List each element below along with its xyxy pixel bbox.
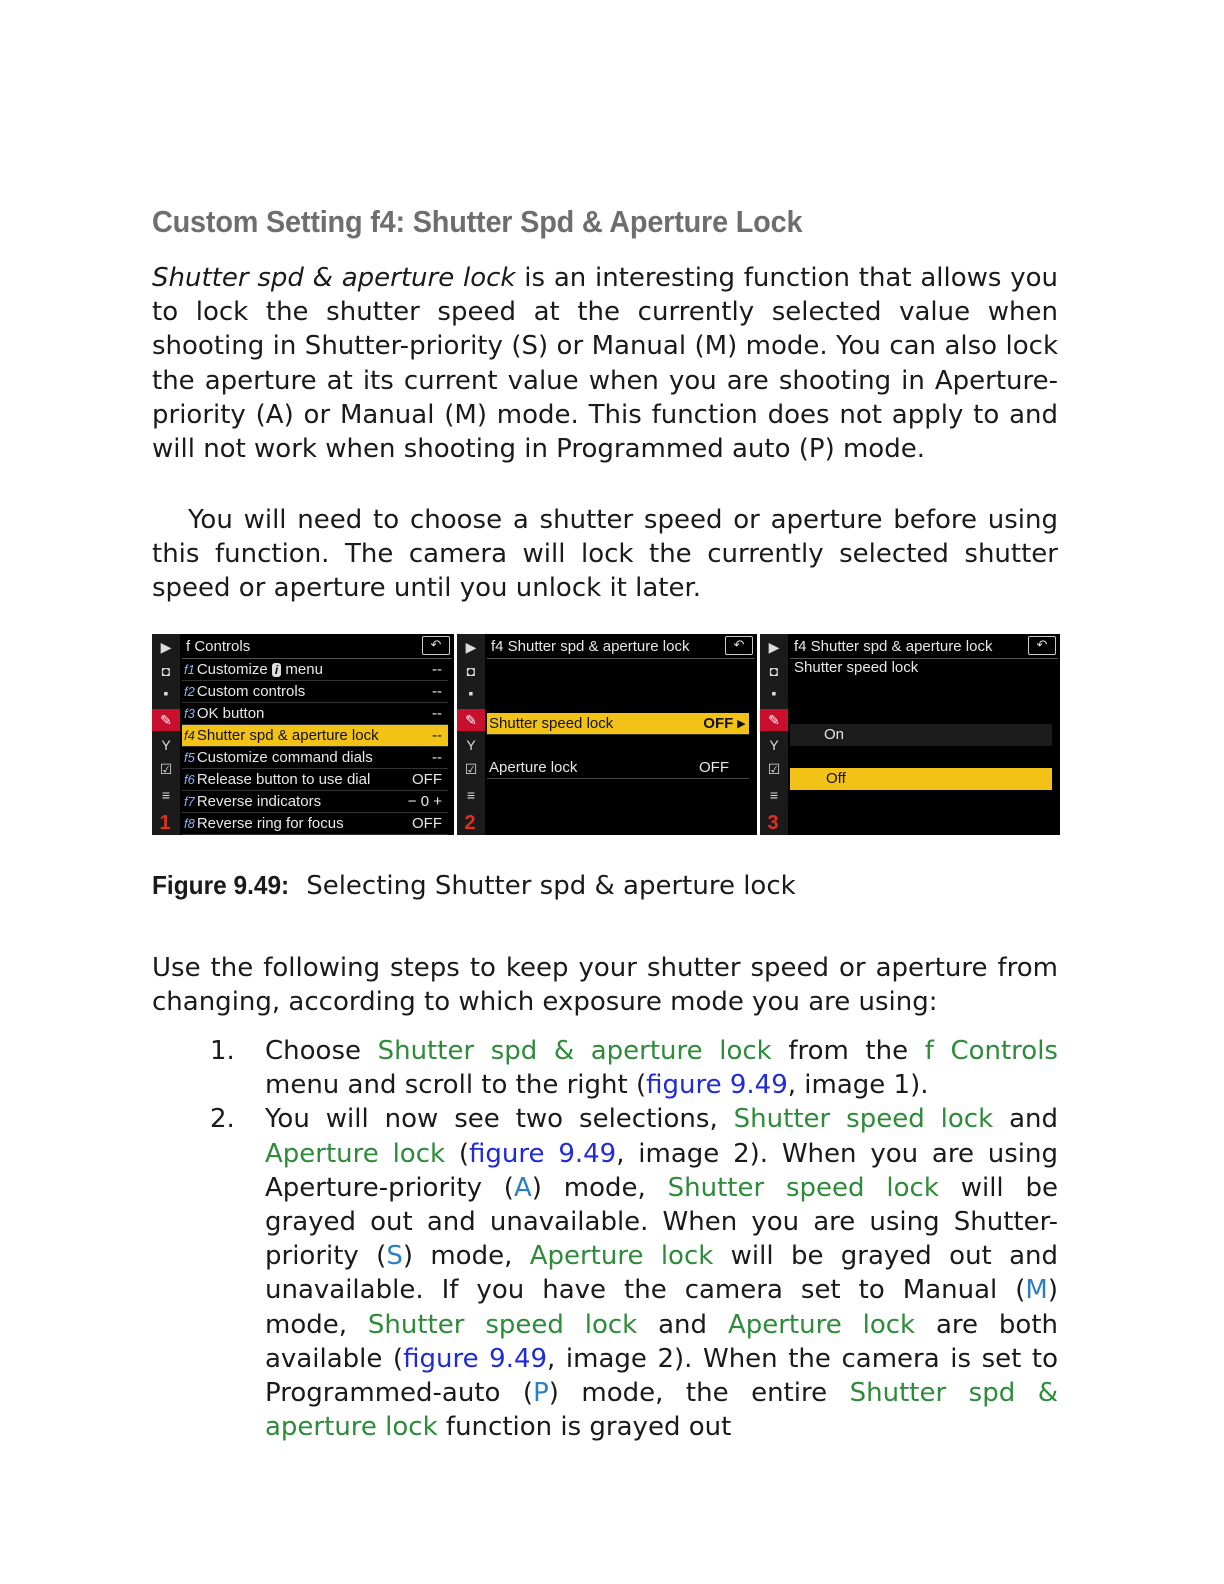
screen-subtitle: Shutter speed lock xyxy=(794,659,919,676)
back-icon: ↶ xyxy=(725,636,753,655)
my-menu-icon: ≡ xyxy=(769,787,779,803)
menu-link: Aperture lock xyxy=(727,1309,916,1340)
wrench-icon: Y xyxy=(161,737,171,753)
menu-link: Shutter spd & aperture lock xyxy=(377,1036,772,1066)
screen-title: f4 Shutter spd & aperture lock xyxy=(487,636,755,659)
retouch-icon: ☑ xyxy=(767,761,781,777)
shutter-speed-lock-row: Shutter speed lock OFF ▸ xyxy=(487,713,749,735)
menu-row-f6: f6 Release button to use dial OFF xyxy=(182,769,448,791)
playback-icon: ▶ xyxy=(768,639,780,655)
pencil-icon: ✎ xyxy=(457,709,485,731)
menu-row-f5: f5 Customize command dials -- xyxy=(182,747,448,769)
aperture-lock-row: Aperture lock OFF xyxy=(487,757,749,779)
playback-icon: ▶ xyxy=(465,639,477,655)
wrench-icon: Y xyxy=(466,737,476,753)
list-item: 1. Choose Shutter spd & aperture lock from the f Controls menu and scroll to the right (figure 9.49, image 1). xyxy=(210,1036,1058,1101)
wrench-icon: Y xyxy=(769,737,779,753)
camera-screen-3 xyxy=(760,634,1060,835)
pencil-icon: ✎ xyxy=(152,709,180,731)
mode-letter: P xyxy=(533,1378,549,1409)
my-menu-icon: ≡ xyxy=(161,787,171,803)
retouch-icon: ☑ xyxy=(159,761,173,777)
option-off-selected: Off xyxy=(790,768,1052,790)
movie-icon: ▪ xyxy=(163,685,169,701)
screen-title: f4 Shutter spd & aperture lock xyxy=(790,636,1058,659)
menu-sidebar xyxy=(457,634,485,835)
mode-letter: A xyxy=(513,1172,532,1203)
steps-list xyxy=(152,1034,1058,1444)
menu-link: Aperture lock xyxy=(529,1241,714,1272)
caption-text: Selecting Shutter spd & aperture lock xyxy=(297,871,796,901)
menu-link: Shutter spd & aperture lock xyxy=(265,1378,1058,1443)
camera-screen-1 xyxy=(152,634,454,835)
figure-caption xyxy=(152,870,796,901)
movie-icon: ▪ xyxy=(771,685,777,701)
camera-screen-2 xyxy=(457,634,757,835)
menu-link: Shutter speed lock xyxy=(367,1309,638,1340)
back-icon: ↶ xyxy=(422,636,450,655)
image-number-2: 2 xyxy=(464,812,476,834)
camera-icon: ◘ xyxy=(161,663,171,679)
menu-row-f7: f7 Reverse indicators − 0 + xyxy=(182,791,448,813)
movie-icon: ▪ xyxy=(468,685,474,701)
screen-title: f Controls xyxy=(182,636,452,659)
image-number-3: 3 xyxy=(767,812,779,834)
menu-link: Shutter speed lock xyxy=(667,1172,939,1203)
steps-intro: Use the following steps to keep your shutter speed or aperture from changing, according to which exposure mode you are using: xyxy=(152,953,1058,1018)
image-number-1: 1 xyxy=(159,812,171,834)
menu-row-f3: f3 OK button -- xyxy=(182,703,448,725)
figure-link[interactable]: figure 9.49 xyxy=(646,1070,788,1101)
menu-link: Shutter speed lock xyxy=(733,1104,994,1135)
menu-link: f Controls xyxy=(924,1036,1058,1066)
my-menu-icon: ≡ xyxy=(466,787,476,803)
intro-text: is an interesting function that allows you to lock the shutter speed at the currently selected value when shooting in Shutter-priority (S) or Manual (M) mode. You can also lock the aperture at its current value when you are shooting in Aperture-priority (A) or Manual (M) mode. This function does not apply to and will not work when shooting in Programmed auto (P) mode. xyxy=(152,263,1058,465)
menu-row-f4-highlighted: f4 Shutter spd & aperture lock -- xyxy=(182,725,448,747)
menu-sidebar xyxy=(760,634,788,835)
second-paragraph: You will need to choose a shutter speed or aperture before using this function. The camera will lock the currently selected shutter speed or aperture until you unlock it later. xyxy=(152,505,1058,604)
mode-letter: S xyxy=(386,1241,403,1272)
camera-icon: ◘ xyxy=(466,663,476,679)
camera-icon: ◘ xyxy=(769,663,779,679)
list-item: 2. You will now see two selections, Shutter speed lock and Aperture lock (figure 9.49, image 2). When you are using Aperture-priority (A) mode, Shutter speed lock will be grayed out and unavailable. When you are using Shutter-priority (S) mode, Aperture lock will be grayed out and unavailable. If you have the camera set to Manual (M) mode, Shutter speed lock and Aperture lock are both available (figure 9.49, image 2). When the camera is set to Programmed-auto (P) mode, the entire Shutter spd & aperture lock function is grayed out xyxy=(210,1104,1059,1443)
figure-link[interactable]: figure 9.49 xyxy=(403,1343,548,1374)
figure-9-49 xyxy=(152,634,1060,835)
menu-row-f1: f1 Customize i menu -- xyxy=(182,659,448,681)
menu-row-f8: f8 Reverse ring for focus OFF xyxy=(182,813,448,835)
option-on: On xyxy=(790,724,1052,746)
playback-icon: ▶ xyxy=(160,639,172,655)
back-icon: ↶ xyxy=(1028,636,1056,655)
menu-link: Aperture lock xyxy=(265,1138,446,1169)
section-heading: Custom Setting f4: Shutter Spd & Aperture Lock xyxy=(152,204,803,239)
caption-label: Figure 9.49: xyxy=(152,870,290,900)
menu-row-f2: f2 Custom controls -- xyxy=(182,681,448,703)
intro-italic-term: Shutter spd & aperture lock xyxy=(152,263,516,293)
mode-letter: M xyxy=(1025,1275,1048,1306)
figure-link[interactable]: figure 9.49 xyxy=(469,1138,617,1169)
intro-paragraph xyxy=(152,261,1058,466)
info-badge: i xyxy=(272,663,281,677)
pencil-icon: ✎ xyxy=(760,709,788,731)
retouch-icon: ☑ xyxy=(464,761,478,777)
menu-sidebar xyxy=(152,634,180,835)
